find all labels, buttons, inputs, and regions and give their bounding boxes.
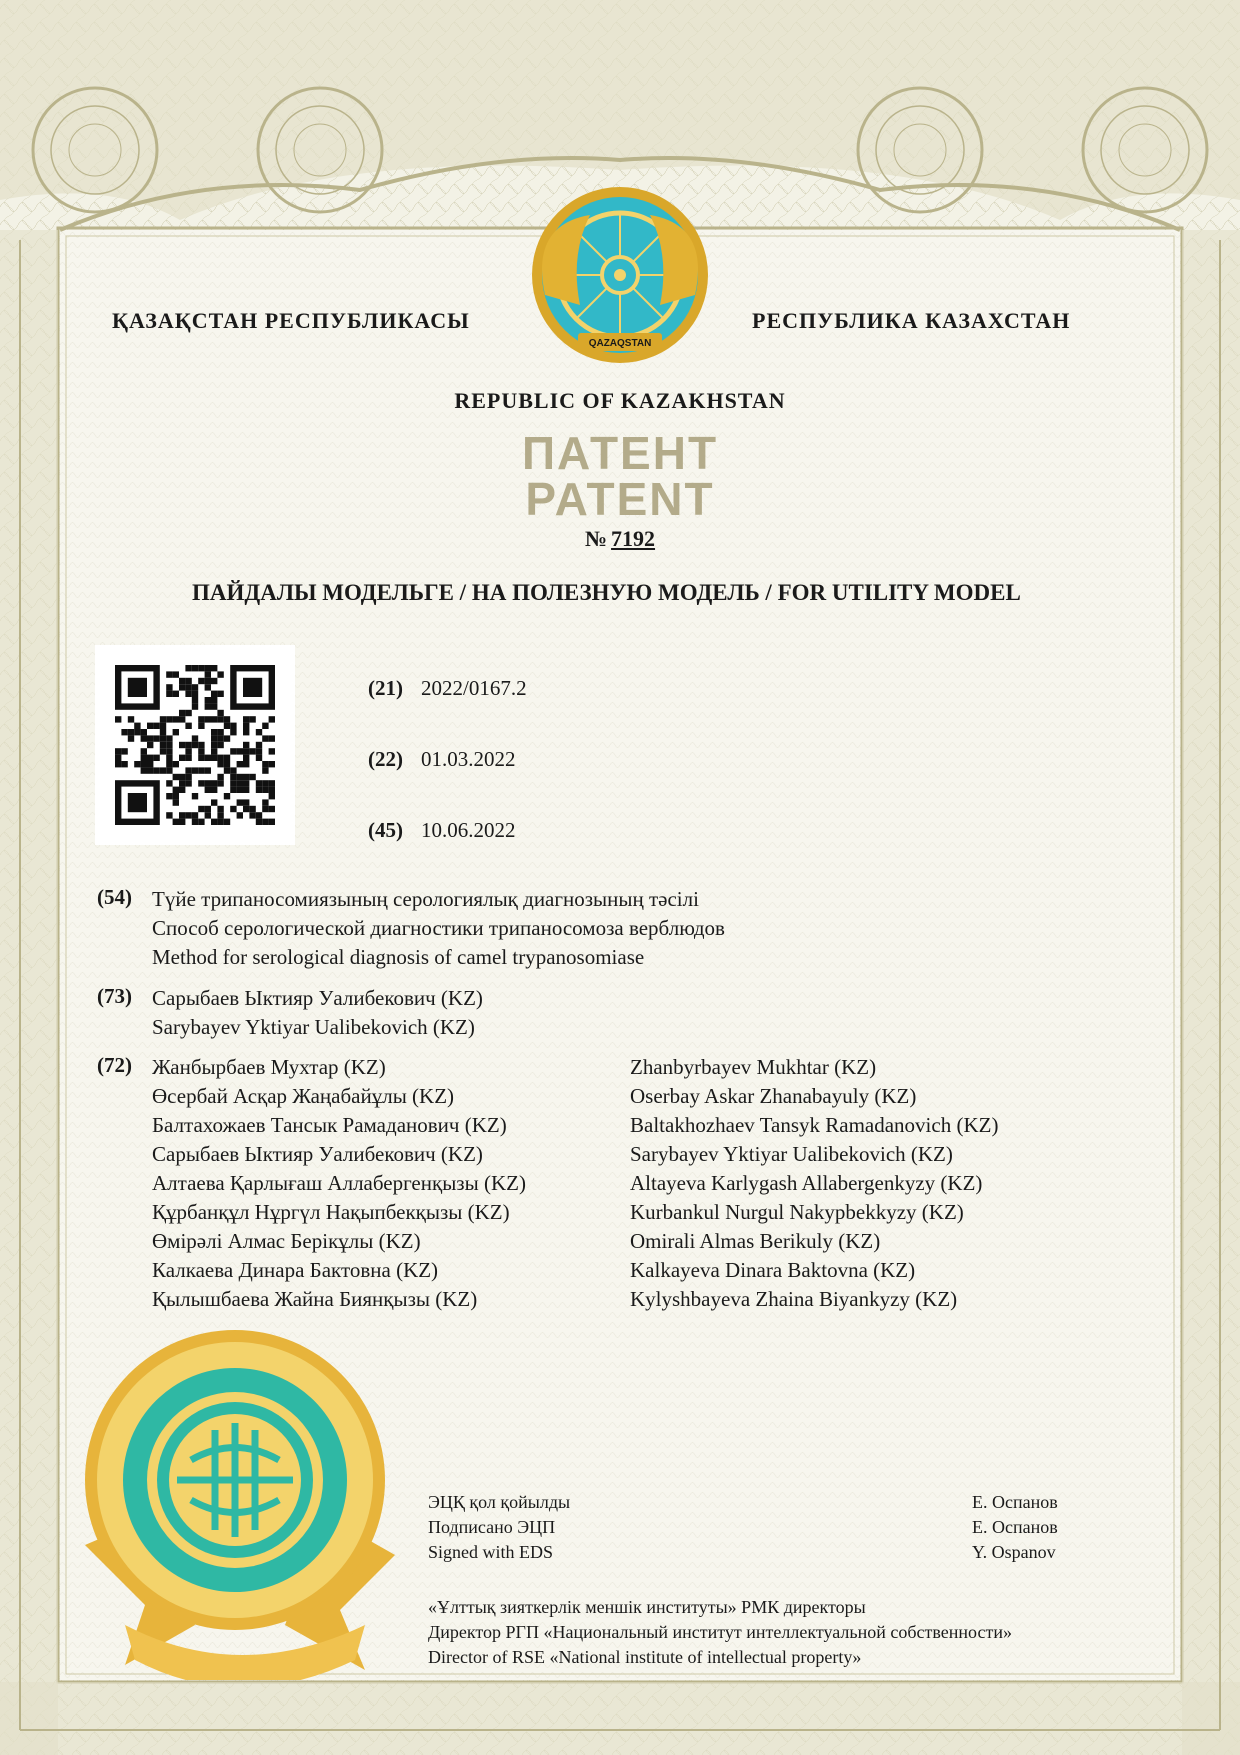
inventor-name: Oserbay Askar Zhanabayuly (KZ) — [630, 1084, 917, 1108]
inventor-name: Kylyshbayeva Zhaina Biyankyzy (KZ) — [630, 1287, 958, 1311]
signer-name-kaz: Е. Оспанов — [972, 1492, 1058, 1512]
signed-label-eng: Signed with EDS — [428, 1542, 554, 1562]
title-line-eng: Method for serological diagnosis of camel trypanosomiase — [152, 945, 645, 969]
field-22 — [368, 747, 516, 772]
signed-label-rus: Подписано ЭЦП — [428, 1517, 556, 1537]
invention-title — [152, 885, 725, 972]
signature-left — [428, 1490, 570, 1565]
qr-code-icon — [95, 645, 295, 845]
inventor-name: Жанбырбаев Мухтар (KZ) — [152, 1055, 386, 1079]
header-right-rus: РЕСПУБЛИКА КАЗАХСТАН — [752, 308, 1071, 333]
inventor-name: Қылышбаева Жайна Биянқызы (KZ) — [152, 1287, 478, 1311]
signer-name-eng: Y. Ospanov — [972, 1542, 1056, 1562]
director-title-rus: Директор РГП «Национальный институт интеллектуальной собственности» — [428, 1622, 1012, 1642]
header-center-eng: REPUBLIC OF KAZAKHSTAN — [454, 388, 786, 413]
owner-line: Сарыбаев Ыктияр Уалибекович (KZ) — [152, 986, 483, 1010]
inventor-name: Өсербай Асқар Жаңабайұлы (KZ) — [152, 1084, 455, 1108]
inventor-name: Omirali Almas Berikuly (KZ) — [630, 1229, 881, 1253]
signer-name-rus: Е. Оспанов — [972, 1517, 1058, 1537]
publication-date: 10.06.2022 — [421, 818, 516, 842]
signed-label-kaz: ЭЦҚ қол қойылды — [428, 1492, 571, 1512]
inventors-left-column — [152, 1053, 526, 1314]
inventor-name: Zhanbyrbayev Mukhtar (KZ) — [630, 1055, 877, 1079]
field-21 — [368, 676, 527, 701]
number-value: 7192 — [611, 526, 656, 551]
patent-number — [0, 526, 1240, 552]
inventors-right-column — [630, 1053, 998, 1314]
inventor-name: Kurbankul Nurgul Nakypbekkyzy (KZ) — [630, 1200, 964, 1224]
title-line-rus: Способ серологической диагностики трипаносомоза верблюдов — [152, 916, 725, 940]
number-prefix: № — [584, 526, 608, 551]
qr-code — [95, 645, 295, 845]
field-code: (22) — [368, 747, 403, 771]
field-code: (21) — [368, 676, 403, 700]
field-45 — [368, 818, 516, 843]
signature-right — [972, 1490, 1058, 1565]
state-emblem-icon — [520, 185, 720, 370]
director-title-eng: Director of RSE «National institute of intellectual property» — [428, 1647, 862, 1667]
title54-code: (54) — [97, 885, 132, 909]
inventor-name: Алтаева Қарлығаш Аллабергенқызы (KZ) — [152, 1171, 526, 1195]
director-title — [428, 1595, 1012, 1670]
filing-date: 01.03.2022 — [421, 747, 516, 771]
director-title-kaz: «Ұлттық зияткерлік меншік институты» РМК директоры — [428, 1597, 866, 1617]
header-left-kaz: ҚАЗАҚСТАН РЕСПУБЛИКАСЫ — [112, 308, 470, 333]
owner-line: Sarybayev Yktiyar Ualibekovich (KZ) — [152, 1015, 475, 1039]
application-number: 2022/0167.2 — [421, 676, 527, 700]
institute-seal-icon — [65, 1325, 415, 1680]
field-code: (45) — [368, 818, 403, 842]
inventor-name: Altayeva Karlygash Allabergenkyzy (KZ) — [630, 1171, 983, 1195]
owner73-code: (73) — [97, 984, 132, 1008]
title-line-kaz: Түйе трипаносомиязының серологиялық диагнозының тәсілі — [152, 887, 699, 911]
inventor-name: Өмірәлі Алмас Берікұлы (KZ) — [152, 1229, 421, 1253]
title-ru: ПАТЕНТ — [521, 427, 719, 479]
inventors72-code: (72) — [97, 1053, 132, 1077]
patent-type-line: ПАЙДАЛЫ МОДЕЛЬГЕ / НА ПОЛЕЗНУЮ МОДЕЛЬ / FOR UTILITY MODEL — [192, 580, 1021, 605]
emblem-text: QAZAQSTAN — [588, 338, 652, 349]
inventor-name: Калкаева Динара Бактовна (KZ) — [152, 1258, 439, 1282]
inventor-name: Сарыбаев Ыктияр Уалибекович (KZ) — [152, 1142, 483, 1166]
inventor-name: Құрбанқұл Нұргүл Нақыпбекқызы (KZ) — [152, 1200, 510, 1224]
patent-owner — [152, 984, 483, 1042]
inventor-name: Балтахожаев Тансык Рамаданович (KZ) — [152, 1113, 507, 1137]
inventor-name: Sarybayev Yktiyar Ualibekovich (KZ) — [630, 1142, 953, 1166]
inventor-name: Baltakhozhaev Tansyk Ramadanovich (KZ) — [630, 1113, 999, 1137]
inventor-name: Kalkayeva Dinara Baktovna (KZ) — [630, 1258, 916, 1282]
title-en: PATENT — [525, 473, 715, 525]
